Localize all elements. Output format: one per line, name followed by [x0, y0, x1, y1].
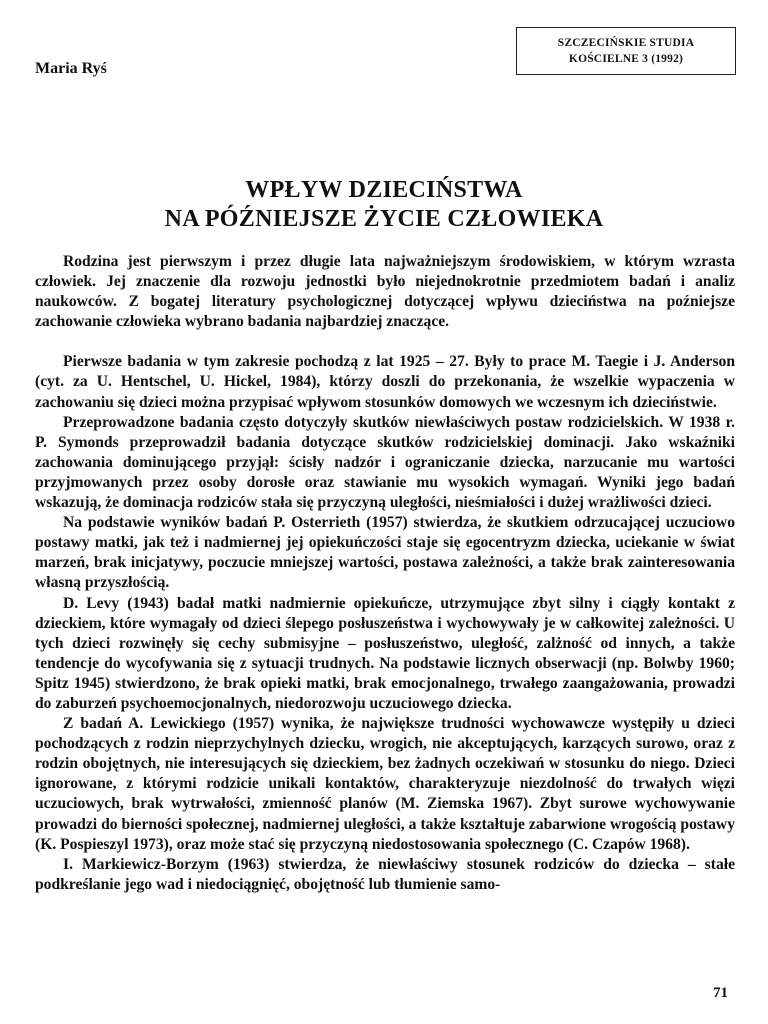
paragraph: Przeprowadzone badania często dotyczyły skutków niewłaściwych postaw rodzicielskich. W 1938 r. P. Symonds przeprowadził badania dotyczące skutków rodzicielskiej dominacji. Jako wskaźniki zachowania dominującego przyjął: ścisły nadzór i ograniczanie dziecka, narzucanie mu wartości przyjmowanych przez osoby dorosłe oraz stawianie mu wysokich wymagań. Wyniki jego badań wskazują, że dominacja rodziców stała się przyczyną uległości, nieśmiałości i dużej wrażliwości dzieci. [35, 413, 735, 512]
article-body [35, 252, 735, 895]
paragraph: D. Levy (1943) badał matki nadmiernie opiekuńcze, utrzymujące zbyt silny i ciągły kontakt z dzieckiem, które wymagały od dzieci ślepego posłuszeństwa i wychowywały je w całkowitej zależności. U tych dzieci rozwinęły się cechy submisyjne – posłuszeństwo, uległość, zalżność od innych, a także tendencje do wycofywania się z sytuacji trudnych. Na podstawie licznych obserwacji (np. Bolwby 1960; Spitz 1945) stwierdzono, że brak opieki matki, brak emocjonalnego, trwałego zaangażowania, prowadzi do zaburzeń psychoemocjonalnych, niedorozwoju uczuciowego dziecka. [35, 594, 735, 712]
paragraph: Pierwsze badania w tym zakresie pochodzą z lat 1925 – 27. Były to prace M. Taegie i J. Anderson (cyt. za U. Hentschel, U. Hickel, 1984), którzy doszli do przekonania, że wszelkie wypaczenia w zachowaniu się dzieci można przypisać wpływom stosunków domowych we wczesnym ich dzieciństwie. [35, 353, 735, 411]
title-line-1: WPŁYW DZIECIŃSTWA [245, 177, 523, 203]
page-number: 71 [713, 985, 728, 1001]
paragraph: Na podstawie wyników badań P. Osterrieth (1957) stwierdza, że skutkiem odrzucającej uczuciowo postawy matki, jak też i nadmiernej jej opiekuńczości staje się egocentryzm dziecka, uciekanie w świat marzeń, brak inicjatywy, poczucie mniejszej wartości, postawa zależności, a także brak zainteresowania własną przyszłością. [35, 514, 735, 592]
paragraph: I. Markiewicz-Borzym (1963) stwierdza, że niewłaściwy stosunek rodziców do dziecka – stałe podkreślanie jego wad i niedociągnięć, obojętność lub tłumienie samo- [35, 855, 735, 893]
journal-name: SZCZECIŃSKIE STUDIA [557, 37, 695, 49]
journal-info-box [516, 27, 736, 75]
title-line-2: NA PÓŹNIEJSZE ŻYCIE CZŁOWIEKA [164, 206, 604, 232]
author-name: Maria Ryś [35, 60, 107, 77]
paragraph-intro: Rodzina jest pierwszym i przez długie lata najważniejszym środowiskiem, w którym wzrasta człowiek. Jej znaczenie dla rozwoju jednostki było niejednokrotnie przedmiotem badań i analiz naukowców. Z bogatej literatury psychologicznej dotyczącej wpływu dzieciństwa na poźniejsze zachowanie człowieka wybrano badania najbardziej znaczące. [35, 253, 735, 331]
article-title [0, 176, 768, 234]
paragraph: Z badań A. Lewickiego (1957) wynika, że największe trudności wychowawcze występiły u dzieci pochodzących z rodzin nieprzychylnych dziecku, wrogich, nie akceptujących, karzących surowo, oraz z rodzin obojętnych, nie interesujących się dzieckiem, bez żadnych oczekiwań w stosunku do niego. Dzieci ignorowane, z którymi rodzicie unikali kontaktów, charakteryzuje niezdolność do trwałych więzi uczuciowych, brak wytrwałości, zmienność planów (M. Ziemska 1967). Zbyt surowe wychowywanie prowadzi do bierności społecznej, nadmiernej uległości, a także kształtuje zabarwione wrogością postawy (K. Pospieszyl 1973), oraz może stać się przyczyną niedostosowania społecznego (C. Czapów 1968). [35, 715, 735, 853]
journal-issue: KOŚCIELNE 3 (1992) [568, 53, 684, 65]
